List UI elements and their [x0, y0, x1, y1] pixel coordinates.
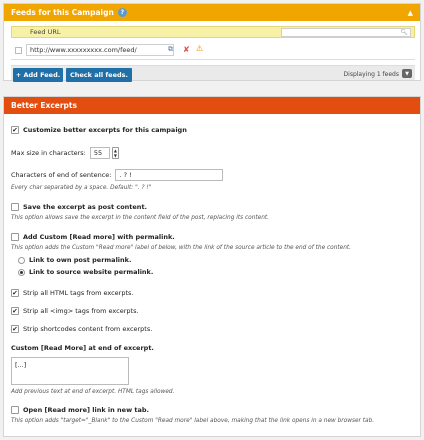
strip-shortcodes-label: Strip shortcodes content from excerpts.	[23, 325, 153, 333]
strip-img-checkbox[interactable]: ✔	[12, 307, 18, 315]
feeds-panel-header[interactable]	[4, 4, 420, 21]
strip-html-checkbox[interactable]: ✔	[12, 289, 18, 297]
customize-row[interactable]	[11, 126, 187, 134]
add-feed-button[interactable]: + Add Feed.	[13, 68, 63, 82]
add-custom-label: Add Custom [Read more] with permalink.	[23, 233, 175, 241]
save-post-checkbox[interactable]	[11, 203, 19, 211]
excerpts-panel-title: Better Excerpts	[11, 101, 77, 110]
feed-search-input[interactable]	[281, 28, 411, 37]
custom-readmore-note: Add previous text at end of excerpt. HTML tags allowed.	[11, 389, 175, 395]
add-custom-checkbox[interactable]	[11, 233, 19, 241]
strip-html-label: Strip all HTML tags from excerpts.	[23, 289, 134, 297]
radio-own-label: Link to own post permalink.	[29, 256, 132, 264]
end-chars-input[interactable]: . ? !	[115, 169, 223, 181]
custom-readmore-textarea[interactable]: [...]	[11, 357, 129, 385]
max-size-label: Max size in characters:	[11, 149, 86, 157]
excerpts-panel	[3, 96, 421, 437]
strip-html-row[interactable]	[11, 289, 133, 297]
search-icon: 🔍︎	[400, 29, 408, 36]
add-custom-row[interactable]	[11, 233, 175, 241]
strip-img-label: Strip all <img> tags from excerpts.	[23, 307, 139, 315]
feed-row	[11, 41, 415, 60]
radio-source-label: Link to source website permalink.	[29, 268, 154, 276]
chevron-down-icon[interactable]: ▼	[402, 69, 412, 78]
radio-source-row[interactable]	[18, 268, 153, 276]
feed-row-checkbox[interactable]	[15, 47, 22, 54]
strip-shortcodes-checkbox[interactable]: ✔	[12, 325, 18, 333]
max-size-input[interactable]: 55	[90, 147, 110, 159]
feeds-panel-title: Feeds for this Campaign	[11, 8, 114, 17]
open-new-tab-note: This option adds "target="_Blank" to the Custom "Read more" label above, making that the link opens in a new browser tab.	[11, 418, 375, 424]
strip-shortcodes-row[interactable]	[11, 325, 152, 333]
max-size-row	[11, 147, 119, 159]
max-size-stepper[interactable]: ▲ ▼	[113, 148, 117, 158]
feed-table-header	[11, 26, 415, 38]
end-chars-row	[11, 169, 223, 181]
open-new-tab-label: Open [Read more] link in new tab.	[23, 406, 149, 414]
open-new-tab-checkbox[interactable]	[11, 406, 19, 414]
display-count: Displaying 1 feeds	[343, 71, 399, 78]
customize-label: Customize better excerpts for this campaign	[23, 126, 187, 134]
radio-own-row[interactable]	[18, 256, 131, 264]
feed-url-column-header: Feed URL	[30, 28, 61, 36]
save-post-row[interactable]	[11, 203, 147, 211]
delete-icon[interactable]: ✘	[183, 45, 190, 54]
excerpts-panel-header[interactable]	[4, 97, 420, 114]
end-chars-label: Characters of end of sentence:	[11, 171, 112, 179]
feeds-panel	[3, 3, 421, 81]
feed-url-input[interactable]: http://www.xxxxxxxxx.com/feed/	[26, 44, 174, 56]
edit-link-icon[interactable]: ⧉	[168, 45, 173, 53]
warning-icon[interactable]: ⚠	[196, 44, 204, 53]
customize-checkbox[interactable]: ✔	[12, 126, 18, 134]
save-post-label: Save the excerpt as post content.	[23, 203, 148, 211]
help-icon[interactable]: ?	[118, 8, 127, 17]
radio-source-button[interactable]	[18, 269, 25, 276]
end-chars-note: Every char separated by a space. Default: ". ? !"	[11, 185, 152, 191]
add-custom-note: This option adds the Custom "Read more" label of below, with the link of the source article to the end of the content.	[11, 245, 352, 251]
check-all-feeds-button[interactable]: Check all feeds.	[66, 68, 132, 82]
open-new-tab-row[interactable]	[11, 406, 149, 414]
strip-img-row[interactable]	[11, 307, 139, 315]
collapse-icon[interactable]: ▲	[407, 8, 413, 17]
feed-footer	[11, 65, 415, 80]
radio-own-button[interactable]	[18, 257, 25, 264]
save-post-note: This option allows save the excerpt in the content field of the post, replacing its content.	[11, 215, 270, 221]
custom-readmore-label: Custom [Read More] at end of excerpt.	[11, 344, 154, 352]
